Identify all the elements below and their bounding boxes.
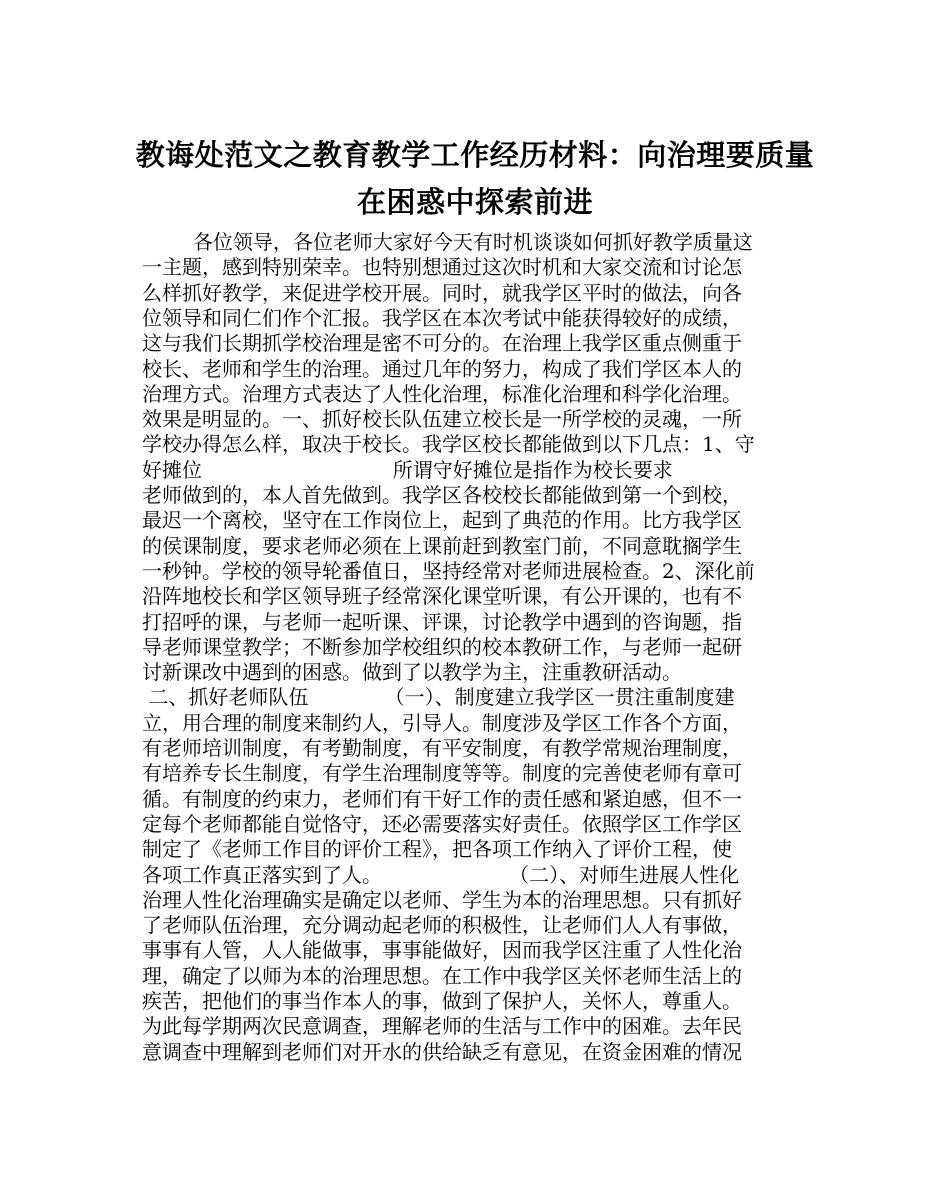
- body-line: 治理方式。治理方式表达了人性化治理，标准化治理和科学化治理。: [142, 381, 742, 406]
- body-line: 讨新课改中遇到的困惑。做到了以教学为主，注重教研活动。: [142, 660, 682, 685]
- body-line: 为此每学期两次民意调查，理解老师的生活与工作中的困难。去年民: [142, 1014, 742, 1039]
- body-line: 治理人性化治理确实是确定以老师、学生为本的治理思想。只有抓好: [142, 887, 742, 912]
- body-line: 制定了《老师工作目的评价工程》，把各项工作纳入了评价工程，使: [142, 837, 732, 862]
- body-line: 理，确定了以师为本的治理思想。在工作中我学区关怀老师生活上的: [142, 963, 742, 988]
- body-line: 二、抓好老师队伍 （一）、制度建立我学区一贯注重制度建: [142, 685, 735, 710]
- body-line: 一主题，感到特别荣幸。也特别想通过这次时机和大家交流和讨论怎: [142, 255, 742, 280]
- body-line: 了老师队伍治理，充分调动起老师的积极性，让老师们人人有事做，: [142, 913, 742, 938]
- body-line: 有培养专长生制度，有学生治理制度等等。制度的完善使老师有章可: [142, 761, 742, 786]
- body-line: 各位领导，各位老师大家好今天有时机谈谈如何抓好教学质量这: [142, 230, 753, 254]
- body-line: 位领导和同仁们作个汇报。我学区在本次考试中能获得较好的成绩，: [142, 305, 742, 330]
- body-line: 各项工作真正落实到了人。 （二）、对师生进展人性化: [142, 862, 740, 887]
- body-line: 沿阵地校长和学区领导班子经常深化课堂听课，有公开课的，也有不: [142, 584, 742, 609]
- body-line: 最迟一个离校，坚守在工作岗位上，起到了典范的作用。比方我学区: [142, 508, 742, 533]
- body-line: 疾苦，把他们的事当作本人的事，做到了保护人，关怀人，尊重人。: [142, 989, 742, 1013]
- body-line: 学校办得怎么样，取决于校长。我学区校长都能做到以下几点：1、守: [142, 432, 755, 457]
- body-line: 的侯课制度，要求老师必须在上课前赶到教室门前，不同意耽搁学生: [142, 533, 742, 558]
- body-line: 定每个老师都能自觉恪守，还必需要落实好责任。依照学区工作学区: [142, 811, 742, 836]
- body-line: 效果是明显的。一、抓好校长队伍建立校长是一所学校的灵魂，一所: [142, 407, 742, 432]
- body-line: 意调查中理解到老师们对开水的供给缺乏有意见，在资金困难的情况: [142, 1039, 742, 1064]
- body-line: 有老师培训制度，有考勤制度，有平安制度，有教学常规治理制度，: [142, 736, 742, 760]
- body-line: 这与我们长期抓学校治理是密不可分的。在治理上我学区重点侧重于: [142, 331, 742, 356]
- body-line: 好摊位 所谓守好摊位是指作为校长要求: [142, 457, 673, 482]
- body-line: 循。有制度的约束力，老师们有干好工作的责任感和紧迫感，但不一: [142, 786, 742, 811]
- body-line: 老师做到的，本人首先做到。我学区各校校长都能做到第一个到校，: [142, 483, 742, 507]
- body-line: 立，用合理的制度来制约人，引导人。制度涉及学区工作各个方面，: [142, 710, 742, 735]
- body-line: 一秒钟。学校的领导轮番值日，坚持经常对老师进展检查。2、深化前: [142, 558, 755, 583]
- body-line: 校长、老师和学生的治理。通过几年的努力，构成了我们学区本人的: [142, 356, 742, 381]
- body-line: 打招呼的课，与老师一起听课、评课，讨论教学中遇到的咨询题，指: [142, 609, 742, 634]
- document-title-line-1: 教诲处范文之教育教学工作经历材料：向治理要质量: [135, 138, 815, 172]
- document-title-line-2: 在困惑中探索前进: [356, 185, 593, 219]
- body-line: 么样抓好教学，来促进学校开展。同时，就我学区平时的做法，向各: [142, 280, 742, 305]
- body-line: 事事有人管，人人能做事，事事能做好，因而我学区注重了人性化治: [142, 938, 742, 963]
- body-line: 导老师课堂教学；不断参加学校组织的校本教研工作，与老师一起研: [142, 634, 742, 659]
